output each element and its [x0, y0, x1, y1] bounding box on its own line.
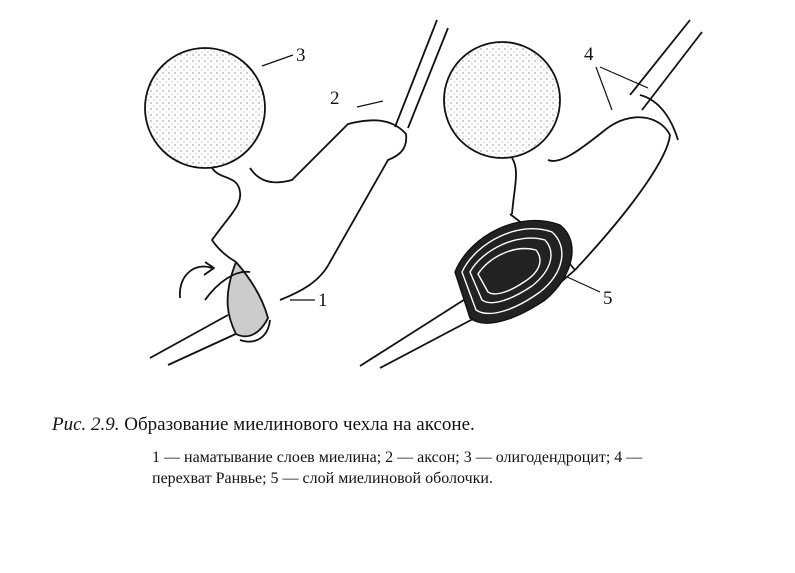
callout-3: 3	[296, 45, 306, 66]
legend-line-1: 1 — наматывание слоев миелина; 2 — аксон; 3 — олигодендроцит; 4 —	[152, 449, 643, 466]
callout-4: 4	[584, 44, 594, 65]
left-panel-drawing	[145, 20, 448, 365]
oligodendrocyte-soma	[145, 48, 265, 168]
figure-legend	[152, 447, 772, 489]
oligodendrocyte-soma-right	[444, 42, 560, 158]
right-panel-drawing	[360, 20, 702, 368]
callout-1: 1	[318, 290, 328, 311]
callout-2: 2	[330, 88, 340, 109]
callout-5: 5	[603, 288, 613, 309]
figure-title: Образование миелинового чехла на аксоне.	[124, 414, 475, 435]
legend-line-2: перехват Ранвье; 5 — слой миелиновой оболочки.	[152, 470, 493, 487]
figure-caption-title	[52, 414, 475, 436]
figure-label: Рис. 2.9.	[52, 414, 120, 435]
myelin-layers	[455, 221, 572, 324]
